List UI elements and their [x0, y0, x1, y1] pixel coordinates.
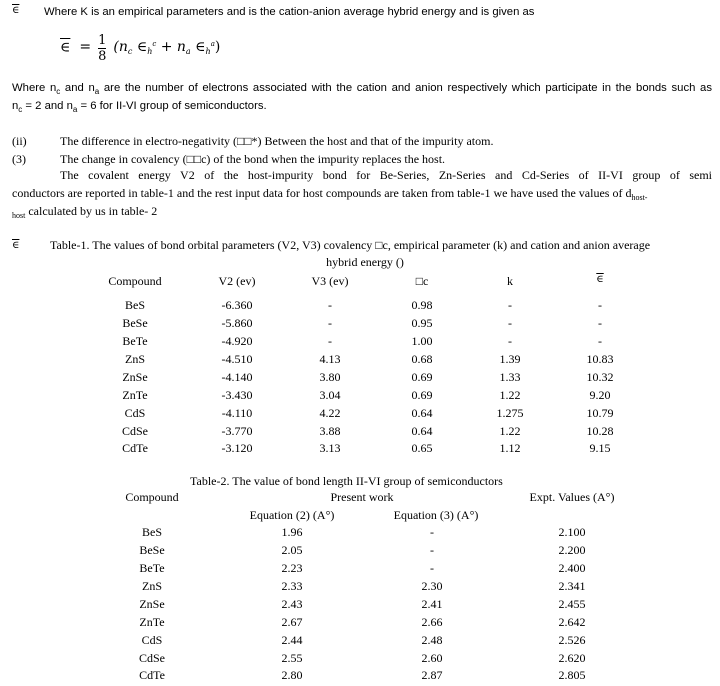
eq-lhs: ∈: [60, 39, 71, 56]
table2-cell: 2.23: [281, 561, 303, 575]
table1-cell: -3.430: [221, 388, 253, 402]
table2-row-compound: BeS: [141, 525, 162, 539]
table2-cell: 2.80: [281, 668, 303, 682]
table2-cell: 2.44: [281, 633, 303, 647]
list-item-number: (ii): [12, 134, 27, 148]
table1-cell: 3.13: [319, 441, 341, 455]
table1-cell: 0.64: [411, 424, 433, 438]
table2-cell: -: [430, 561, 434, 575]
table2-row-compound: BeTe: [139, 561, 165, 575]
table1-row-compound: BeSe: [122, 316, 148, 330]
table1-cell: -: [598, 334, 602, 348]
table2-header-compound: Compound: [125, 490, 179, 504]
paragraph-covalent-energy-1: The covalent energy V2 of the host-impurity bond for Be-Series, Zn-Series and Cd-Series of II-VI group of semi: [60, 168, 712, 182]
table2-header-eq3: Equation (3) (A°): [393, 508, 479, 522]
list-item-text: The difference in electro-negativity (□□*) Between the host and that of the impurity atom.: [60, 134, 494, 148]
table2-row-compound: ZnTe: [139, 615, 165, 629]
table1-cell: 0.69: [411, 370, 433, 384]
table1-row-compound: ZnSe: [122, 370, 148, 384]
table1-cell: 9.20: [589, 388, 611, 402]
table2-cell: 2.805: [558, 668, 586, 682]
eq-body: ($n_c$ $\in_h^c + n_a$ $\in_h^a$): [113, 39, 221, 57]
table2-cell: 2.66: [421, 615, 443, 629]
table1-caption-line2: hybrid energy (): [326, 255, 404, 269]
table2-cell: -: [430, 525, 434, 539]
table2-cell: 2.30: [421, 579, 443, 593]
table1-cell: 1.00: [411, 334, 433, 348]
table1-row-compound: BeTe: [122, 334, 148, 348]
table1-header-cell: V3 (ev): [311, 274, 349, 288]
table2-caption: Table-2. The value of bond length II-VI group of semiconductors: [190, 474, 503, 488]
epsilon-symbol: ∈: [12, 5, 20, 16]
table1-cell: 3.80: [319, 370, 341, 384]
table1-row-compound: CdSe: [121, 424, 148, 438]
table1-header-cell: V2 (ev): [218, 274, 256, 288]
epsilon-symbol: ∈: [12, 240, 20, 251]
table1-cell: 3.04: [319, 388, 341, 402]
table2-cell: 2.400: [558, 561, 586, 575]
table2-cell: 2.526: [558, 633, 586, 647]
table1-cell: 0.65: [411, 441, 433, 455]
table1-cell: 1.12: [499, 441, 521, 455]
paragraph-electron-count-1: Where $n_c$ and $n_a$ are the number of electrons associated with the cation and anion respectively which participate in the bonds such as: [12, 82, 712, 96]
table2-row-compound: CdTe: [139, 668, 165, 682]
table2-header-eq2: Equation (2) (A°): [249, 508, 335, 522]
table1-header-cell: ∈: [596, 274, 604, 285]
table2-cell: 2.642: [558, 615, 586, 629]
table1-cell: -6.360: [221, 298, 253, 312]
table2-cell: 2.33: [281, 579, 303, 593]
table1-cell: -: [508, 316, 512, 330]
table2-row-compound: ZnS: [141, 579, 162, 593]
table1-cell: 0.95: [411, 316, 433, 330]
table2-row-compound: CdS: [141, 633, 163, 647]
table1-cell: 9.15: [589, 441, 611, 455]
paragraph-electron-count-2: $n_c = 2$ and $n_a = 6$ for II-VI group of semiconductors.: [12, 100, 267, 114]
table1-cell: 1.275: [496, 406, 524, 420]
table1-cell: 0.98: [411, 298, 433, 312]
table1-cell: 1.33: [499, 370, 521, 384]
table2-row-compound: BeSe: [139, 543, 165, 557]
table2-row-compound: ZnSe: [139, 597, 165, 611]
table1-row-compound: CdS: [124, 406, 146, 420]
table1-cell: -4.140: [221, 370, 253, 384]
table1-cell: 0.64: [411, 406, 433, 420]
eq-fraction: [98, 34, 106, 63]
paragraph-covalent-energy-3: $_{host}$ calculated by us in table- 2: [12, 204, 158, 220]
table2-cell: 2.87: [421, 668, 443, 682]
table2-row-compound: CdSe: [138, 651, 165, 665]
paragraph-covalent-energy-2: conductors are reported in table-1 and the rest input data for host compounds are taken from table-1 we have used the values of $d_{host-}$: [12, 186, 648, 202]
table1-cell: 10.28: [586, 424, 614, 438]
table1-cell: -: [598, 298, 602, 312]
table1-cell: 4.13: [319, 352, 341, 366]
table1-cell: -4.110: [221, 406, 253, 420]
table2-cell: 2.55: [281, 651, 303, 665]
table1-cell: 10.83: [586, 352, 614, 366]
table1-row-compound: ZnS: [124, 352, 145, 366]
table1-cell: -: [328, 334, 332, 348]
table1-cell: -: [508, 298, 512, 312]
table2-cell: 2.43: [281, 597, 303, 611]
intro-line: Where K is an empirical parameters and is the cation-anion average hybrid energy and is given as: [44, 6, 535, 18]
eq-numerator: 1: [98, 33, 107, 48]
eq-equals: =: [79, 39, 92, 56]
table2-cell: 1.96: [281, 525, 303, 539]
table1-cell: -4.920: [221, 334, 253, 348]
table1-row-compound: CdTe: [122, 441, 148, 455]
table1-header-cell: k: [507, 274, 513, 288]
table2-cell: 2.05: [281, 543, 303, 557]
table1-cell: 10.32: [586, 370, 614, 384]
table2-header-expt: Expt. Values (A°): [529, 490, 615, 504]
table1-cell: 1.22: [499, 388, 521, 402]
table1-header-cell: □c: [415, 274, 429, 288]
table2-cell: 2.41: [421, 597, 443, 611]
table2-header-present-work: Present work: [330, 490, 394, 504]
table1-caption: Table-1. The values of bond orbital parameters (V2, V3) covalency □c, empirical parameter (k) and cation and anion average: [50, 238, 651, 252]
table1-row-compound: BeS: [124, 298, 145, 312]
table1-cell: 10.79: [586, 406, 614, 420]
table1-cell: 0.68: [411, 352, 433, 366]
table1-cell: 0.69: [411, 388, 433, 402]
table2-cell: -: [430, 543, 434, 557]
table2-cell: 2.200: [558, 543, 586, 557]
hybrid-energy-equation: [60, 34, 220, 63]
table1-cell: -: [328, 316, 332, 330]
table2-cell: 2.620: [558, 651, 586, 665]
list-item-text: The change in covalency (□□c) of the bond when the impurity replaces the host.: [60, 152, 446, 166]
table2-cell: 2.60: [421, 651, 443, 665]
table1-cell: -4.510: [221, 352, 253, 366]
table1-cell: 1.39: [499, 352, 521, 366]
table1-cell: -: [328, 298, 332, 312]
table1-cell: -3.120: [221, 441, 253, 455]
table2-cell: 2.455: [558, 597, 586, 611]
table1-header-cell: Compound: [108, 274, 162, 288]
table1-cell: -3.770: [221, 424, 253, 438]
table1-cell: 1.22: [499, 424, 521, 438]
eq-denominator: 8: [98, 49, 107, 64]
table1-cell: -: [598, 316, 602, 330]
table1-cell: -: [508, 334, 512, 348]
table1-row-compound: ZnTe: [122, 388, 148, 402]
table2-cell: 2.48: [421, 633, 443, 647]
table2-cell: 2.100: [558, 525, 586, 539]
table1-cell: -5.860: [221, 316, 253, 330]
list-item-number: (3): [12, 152, 26, 166]
table2-cell: 2.341: [558, 579, 586, 593]
table2-cell: 2.67: [281, 615, 303, 629]
table1-cell: 4.22: [319, 406, 341, 420]
table1-cell: 3.88: [319, 424, 341, 438]
